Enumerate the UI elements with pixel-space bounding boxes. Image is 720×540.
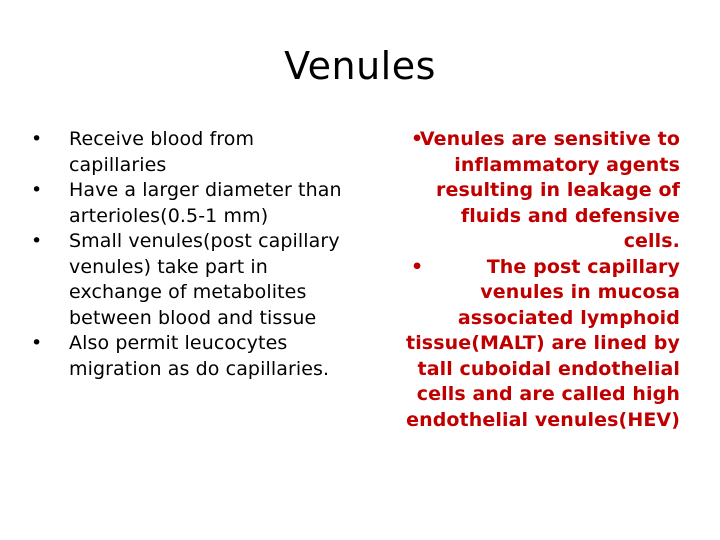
bullet-icon: •: [31, 332, 43, 354]
bullet-text: Small venules(post capillary venules) take part in exchange of metabolites between blood and tissue: [69, 230, 340, 329]
bullet-icon: •: [31, 179, 43, 201]
bullet-text: Have a larger diameter than arterioles(0.5-1 mm): [69, 179, 342, 227]
bullet-text: The post capillary venules in mucosa associated lymphoid tissue(MALT) are lined by tall cuboidal endothelial cells and are called high endothelial venules(HEV): [406, 255, 680, 431]
bullet-item: [31, 127, 356, 178]
bullet-item: [31, 229, 356, 331]
left-bullet-list: [31, 127, 356, 382]
slide-title: Venules: [284, 44, 436, 88]
bullet-icon: •: [31, 128, 43, 150]
right-bullet-list: [375, 127, 680, 433]
bullet-item: [375, 255, 680, 434]
bullet-icon: •: [411, 128, 424, 150]
bullet-text: Venules are sensitive to inflammatory agents resulting in leakage of fluids and defensive cells.: [419, 128, 680, 252]
bullet-item: [31, 331, 356, 382]
bullet-text: Receive blood from capillaries: [69, 128, 255, 176]
bullet-item: [31, 178, 356, 229]
bullet-text: Also permit leucocytes migration as do capillaries.: [69, 332, 330, 380]
bullet-icon: •: [411, 255, 424, 278]
bullet-item: [375, 127, 680, 255]
bullet-icon: •: [31, 230, 43, 252]
